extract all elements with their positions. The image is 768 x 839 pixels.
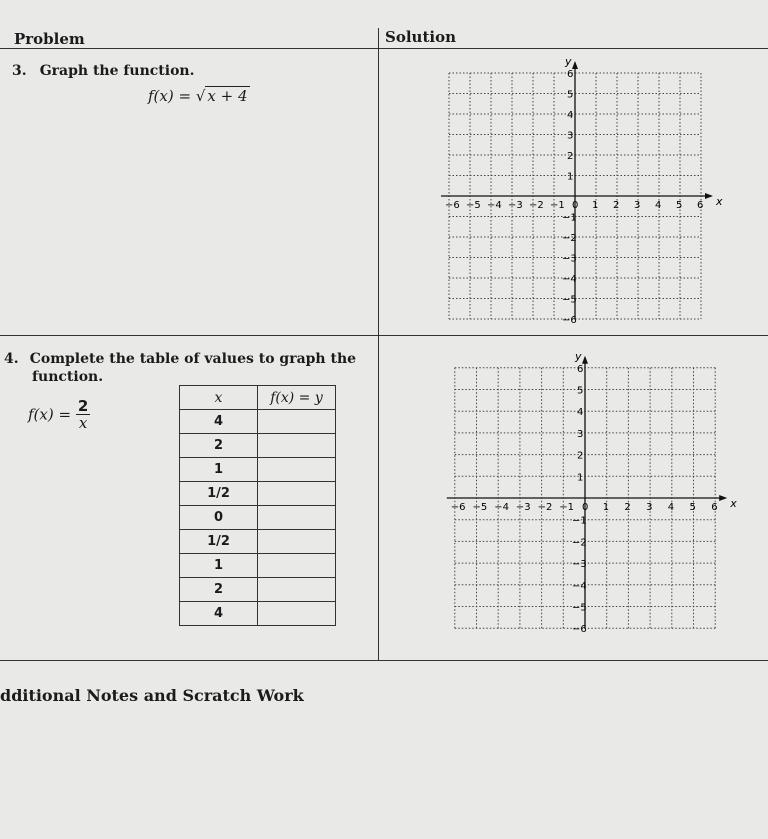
- x-tick-label: 4: [655, 200, 662, 211]
- table-cell-y[interactable]: [258, 602, 336, 626]
- y-tick-label: 2: [577, 450, 584, 462]
- problem-4-instruction-line2: function.: [32, 369, 104, 385]
- table-cell-x: 0: [180, 506, 258, 530]
- x-axis-arrow: [719, 495, 727, 501]
- x-tick-label: −1: [550, 200, 565, 211]
- x-tick-label: 6: [711, 502, 718, 513]
- coordinate-grid-2: [425, 345, 745, 645]
- y-axis-arrow: [572, 61, 578, 69]
- table-cell-y[interactable]: [258, 458, 336, 482]
- x-tick-label: −5: [466, 200, 481, 211]
- y-tick-label: 4: [577, 407, 584, 419]
- fraction-numerator: 2: [77, 397, 89, 415]
- problem-4-number: 4.: [4, 351, 19, 367]
- problem-3-radicand: x + 4: [207, 87, 248, 105]
- y-tick-label: −5: [562, 294, 577, 306]
- table-cell-y[interactable]: [258, 578, 336, 602]
- x-tick-label: 5: [689, 502, 696, 513]
- x-tick-label: 6: [697, 200, 704, 211]
- x-tick-label: −4: [494, 502, 509, 513]
- table-row: [180, 578, 336, 602]
- notes-title: dditional Notes and Scratch Work: [0, 686, 304, 705]
- table-cell-y[interactable]: [258, 410, 336, 434]
- x-tick-label: −3: [508, 200, 523, 211]
- table-cell-x: 4: [180, 410, 258, 434]
- y-tick-label: 6: [577, 363, 584, 375]
- problem-3-lhs: f(x) =: [148, 87, 196, 105]
- col-header-x: x: [180, 386, 258, 410]
- y-tick-label: −3: [572, 559, 587, 571]
- x-tick-label: 2: [613, 200, 620, 211]
- table-cell-x: 1/2: [180, 482, 258, 506]
- problem-3: [12, 60, 194, 79]
- fraction-denominator: x: [78, 414, 88, 432]
- table-row: [180, 410, 336, 434]
- fraction: [76, 398, 90, 431]
- x-tick-label: 1: [602, 502, 610, 513]
- y-tick-label: 2: [567, 151, 574, 162]
- values-table: [179, 385, 336, 626]
- y-tick-label: −2: [572, 537, 587, 549]
- y-tick-label: 5: [577, 385, 584, 397]
- y-tick-label: −1: [572, 515, 587, 527]
- x-tick-label: 3: [646, 502, 653, 513]
- x-tick-label: 3: [634, 200, 641, 211]
- table-cell-y[interactable]: [258, 482, 336, 506]
- problem-4-instruction-line1: Complete the table of values to graph the: [29, 351, 357, 367]
- x-tick-label: 4: [667, 502, 675, 513]
- y-tick-label: 1: [577, 472, 584, 484]
- x-tick-label: 0: [572, 200, 579, 211]
- table-row: [180, 458, 336, 482]
- table-cell-y[interactable]: [258, 530, 336, 554]
- problem-3-number: 3.: [12, 63, 27, 79]
- y-axis-arrow: [582, 356, 588, 364]
- y-axis-label: y: [575, 349, 582, 363]
- table-row: [180, 482, 336, 506]
- table-cell-y[interactable]: [258, 434, 336, 458]
- x-tick-label: −4: [487, 200, 502, 211]
- y-tick-label: 3: [577, 428, 584, 440]
- table-row: [180, 434, 336, 458]
- problem-4-lhs: f(x) =: [28, 405, 76, 424]
- y-tick-label: −2: [562, 233, 577, 244]
- x-tick-label: 2: [624, 502, 631, 513]
- y-axis-label: y: [565, 55, 572, 68]
- problem-3-instruction: Graph the function.: [39, 63, 195, 79]
- table-row: [180, 602, 336, 626]
- x-tick-label: 1: [592, 200, 599, 211]
- table-cell-x: 4: [180, 602, 258, 626]
- y-tick-label: −6: [562, 315, 577, 325]
- x-tick-label: −2: [529, 200, 544, 211]
- x-tick-label: −6: [445, 200, 460, 211]
- x-tick-label: −6: [450, 502, 466, 513]
- table-cell-x: 2: [180, 578, 258, 602]
- x-tick-label: −3: [515, 502, 531, 513]
- table-cell-x: 1/2: [180, 530, 258, 554]
- row-divider: [0, 335, 768, 336]
- x-tick-label: −5: [472, 502, 488, 513]
- x-axis-arrow: [705, 193, 713, 199]
- y-tick-label: −4: [572, 580, 587, 592]
- y-tick-label: −6: [572, 624, 587, 636]
- x-axis-label: x: [730, 497, 737, 510]
- solution-header: Solution: [385, 28, 456, 46]
- bottom-divider: [0, 660, 768, 661]
- sqrt-symbol: √: [195, 87, 206, 105]
- table-cell-x: 1: [180, 458, 258, 482]
- problem-3-equation: [148, 87, 250, 105]
- x-axis-label: x: [716, 195, 723, 208]
- x-tick-label: 0: [582, 502, 589, 513]
- x-tick-label: −1: [559, 502, 575, 513]
- y-tick-label: −3: [562, 253, 577, 265]
- x-tick-label: −2: [537, 502, 553, 513]
- y-tick-label: −1: [562, 212, 577, 224]
- table-cell-x: 1: [180, 554, 258, 578]
- coordinate-grid-1: [425, 50, 735, 325]
- x-tick-label: 5: [676, 200, 683, 211]
- y-tick-label: 6: [567, 69, 574, 80]
- y-tick-label: −4: [562, 274, 577, 285]
- table-cell-y[interactable]: [258, 506, 336, 530]
- y-tick-label: 3: [567, 130, 574, 142]
- table-row: [180, 554, 336, 578]
- header-underline: [0, 48, 768, 49]
- table-row: [180, 530, 336, 554]
- column-divider: [378, 28, 379, 660]
- problem-header: Problem: [14, 30, 85, 48]
- y-tick-label: 5: [567, 89, 574, 101]
- problem-4-equation: [28, 398, 90, 431]
- table-row: [180, 506, 336, 530]
- col-header-fx: f(x) = y: [258, 386, 336, 410]
- table-cell-y[interactable]: [258, 554, 336, 578]
- y-tick-label: −5: [572, 602, 587, 614]
- table-cell-x: 2: [180, 434, 258, 458]
- problem-4: [4, 348, 364, 367]
- y-tick-label: 4: [567, 110, 574, 121]
- y-tick-label: 1: [567, 171, 574, 183]
